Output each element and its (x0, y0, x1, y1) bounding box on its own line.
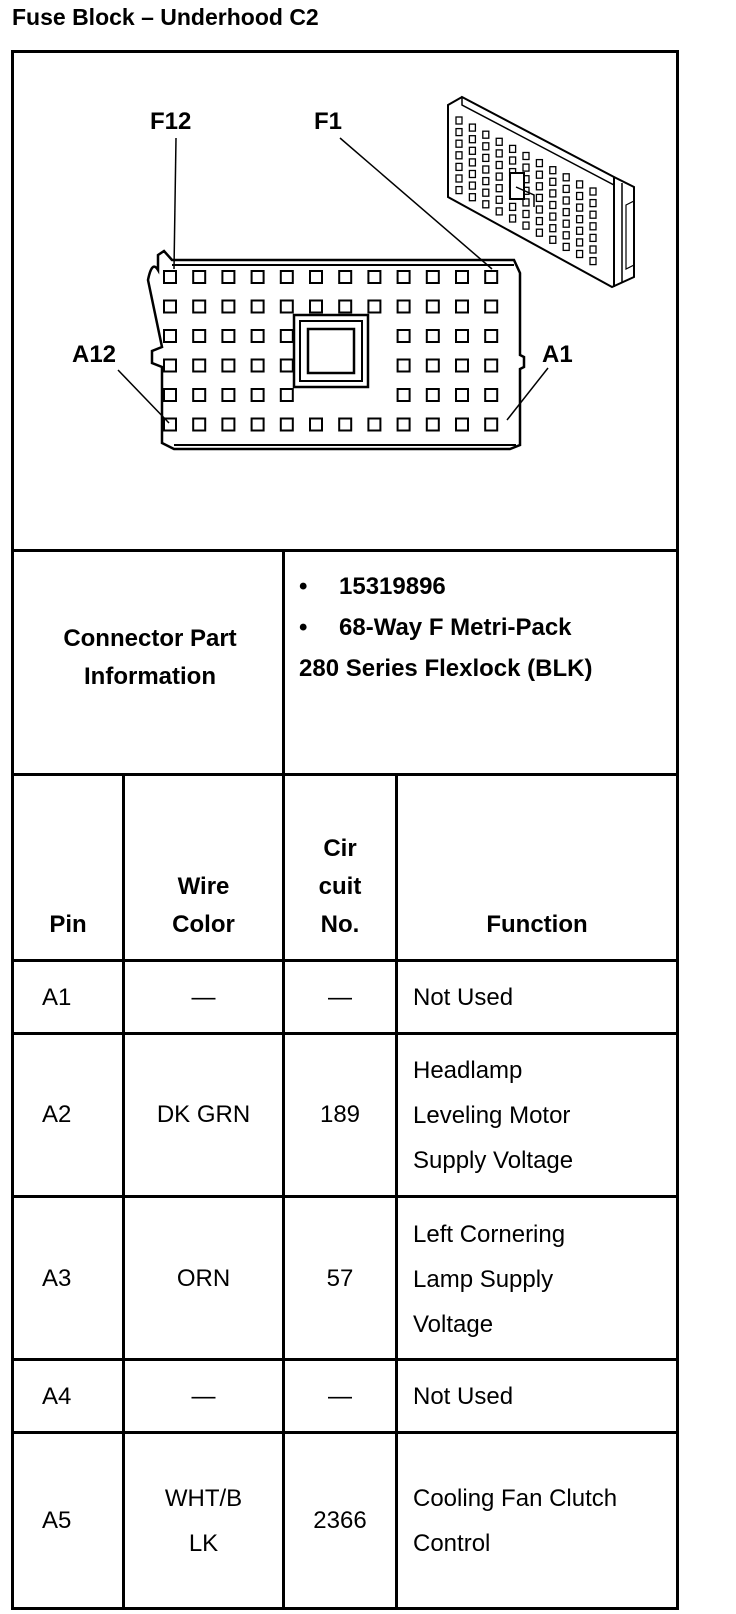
cpi-continuation: 280 Series Flexlock (BLK) (299, 655, 593, 682)
header-circuit-line2: cuit (318, 873, 362, 900)
iso-cavity (563, 232, 569, 239)
terminal-cavity (222, 389, 234, 401)
terminal-cavity (164, 360, 176, 372)
cell-wire-color (125, 1476, 282, 1566)
iso-cavity (536, 171, 542, 178)
iso-cavity (483, 143, 489, 150)
cell-function-line: Headlamp (413, 1057, 523, 1084)
terminal-cavity (310, 301, 322, 313)
iso-cavity (550, 190, 556, 197)
terminal-cavity (252, 271, 264, 283)
divider-diagram (11, 549, 679, 552)
cpi-label-line1: Connector Part (63, 625, 237, 652)
frame-right (676, 50, 679, 1610)
cell-function-line: Lamp Supply (413, 1266, 554, 1293)
terminal-cavity (193, 330, 205, 342)
center-boss-inner (308, 329, 354, 373)
terminal-cavity (456, 301, 468, 313)
label-a12: A12 (72, 341, 117, 368)
terminal-cavity (310, 419, 322, 431)
iso-cavity (590, 246, 596, 253)
iso-cavity (563, 197, 569, 204)
terminal-cavity (222, 301, 234, 313)
terminal-cavity (193, 389, 205, 401)
iso-cavity (456, 163, 462, 170)
terminal-cavity (427, 360, 439, 372)
iso-cavity (590, 200, 596, 207)
terminal-cavity (456, 271, 468, 283)
iso-cavity (550, 236, 556, 243)
cell-wire-color: ORN (176, 1265, 231, 1292)
terminal-cavity (427, 419, 439, 431)
divider-row-a1 (11, 1032, 679, 1035)
cpi-label-line2: Information (84, 663, 216, 690)
iso-cavity (456, 175, 462, 182)
iso-cavity (469, 124, 475, 131)
cpi-connector-type: 68-Way F Metri-Pack (339, 614, 572, 641)
terminal-cavity (398, 360, 410, 372)
terminal-cavity (427, 389, 439, 401)
terminal-cavity (398, 419, 410, 431)
terminal-cavity (485, 271, 497, 283)
iso-cavity (563, 174, 569, 181)
iso-cavity (536, 206, 542, 213)
terminal-cavity (222, 419, 234, 431)
cell-wire-color: DK GRN (156, 1101, 251, 1128)
iso-cavity (496, 173, 502, 180)
cell-function-line: Control (413, 1530, 491, 1557)
terminal-cavity (339, 419, 351, 431)
terminal-cavity (222, 271, 234, 283)
terminal-cavity (193, 419, 205, 431)
iso-cavity (483, 166, 489, 173)
iso-cavity (563, 243, 569, 250)
iso-cavity (536, 160, 542, 167)
iso-cavity (469, 171, 475, 178)
terminal-cavity (456, 360, 468, 372)
iso-cavity (483, 131, 489, 138)
terminal-cavity (252, 389, 264, 401)
iso-cavity (577, 204, 583, 211)
divider-cpi-vertical (282, 549, 285, 1610)
iso-cavity (590, 258, 596, 265)
iso-cavity (577, 251, 583, 258)
cell-circuit: — (328, 1383, 352, 1410)
terminal-cavity (281, 389, 293, 401)
terminal-cavity (281, 271, 293, 283)
terminal-cavity (427, 271, 439, 283)
terminal-cavity (281, 360, 293, 372)
divider-row-a3 (11, 1358, 679, 1361)
iso-cavity (483, 189, 489, 196)
cell-circuit: — (328, 984, 352, 1011)
terminal-cavity (281, 301, 293, 313)
terminal-cavity (339, 271, 351, 283)
terminal-cavity (398, 389, 410, 401)
iso-cavity (577, 227, 583, 234)
divider-col-circuit (395, 773, 398, 1610)
cell-pin: A5 (42, 1507, 72, 1534)
iso-cavity (496, 185, 502, 192)
iso-cavity (483, 178, 489, 185)
cpi-part-number: 15319896 (339, 573, 446, 600)
connector-part-info-list (299, 566, 592, 689)
iso-cavity (577, 216, 583, 223)
connector-part-info-label (14, 620, 286, 696)
iso-cavity (577, 239, 583, 246)
terminal-cavity (485, 301, 497, 313)
iso-cavity (456, 152, 462, 159)
cell-function: Not Used (413, 1383, 514, 1410)
iso-cavity (469, 182, 475, 189)
terminal-cavity (252, 360, 264, 372)
iso-cavity (550, 178, 556, 185)
iso-cavity (456, 187, 462, 194)
cell-pin: A4 (42, 1383, 72, 1410)
iso-cavity (536, 183, 542, 190)
iso-cavity (496, 208, 502, 215)
iso-cavity (523, 164, 529, 171)
cell-function-line: Cooling Fan Clutch (413, 1485, 618, 1512)
iso-cavity (577, 181, 583, 188)
iso-cavity (590, 223, 596, 230)
cell-wire-color: — (191, 984, 216, 1011)
cell-function: Not Used (413, 984, 514, 1011)
iso-cavity (496, 138, 502, 145)
terminal-cavity (164, 271, 176, 283)
terminal-cavity (252, 301, 264, 313)
iso-cavity (510, 203, 516, 210)
terminal-cavity (281, 419, 293, 431)
cpi-item (299, 566, 592, 607)
iso-cavity (536, 218, 542, 225)
frame-bottom (11, 1607, 679, 1610)
terminal-cavity (339, 301, 351, 313)
terminal-cavity (485, 330, 497, 342)
iso-cavity (523, 211, 529, 218)
terminal-cavity (427, 301, 439, 313)
terminal-cavity (193, 360, 205, 372)
iso-cavity (456, 129, 462, 136)
cell-function (413, 1212, 565, 1347)
terminal-cavity (368, 301, 380, 313)
cell-wire-color-line: WHT/B (164, 1485, 243, 1512)
iso-cavity (469, 147, 475, 154)
terminal-cavity (427, 330, 439, 342)
cell-function-line: Voltage (413, 1311, 494, 1338)
terminal-cavity (456, 389, 468, 401)
iso-cavity (456, 117, 462, 124)
iso-cavity (536, 194, 542, 201)
iso-cavity (563, 209, 569, 216)
cpi-item (299, 607, 592, 648)
cell-wire-color-line: LK (188, 1530, 219, 1557)
header-circuit-line3: No. (320, 911, 360, 938)
terminal-cavity (368, 419, 380, 431)
terminal-cavity (456, 330, 468, 342)
terminal-cavity (252, 419, 264, 431)
cell-circuit: 57 (326, 1265, 354, 1292)
terminal-cavity (193, 271, 205, 283)
iso-cavity (510, 145, 516, 152)
header-pin: Pin (49, 911, 87, 938)
page-title: Fuse Block – Underhood C2 (12, 4, 319, 30)
header-function: Function (486, 911, 588, 938)
iso-cavity (550, 167, 556, 174)
cell-circuit: 2366 (313, 1507, 367, 1534)
cell-function-line: Left Cornering (413, 1221, 566, 1248)
iso-cavity (550, 225, 556, 232)
frame-top (12, 50, 676, 53)
terminal-cavity (485, 360, 497, 372)
cell-pin: A2 (42, 1101, 72, 1128)
header-wire-color-line1: Wire (177, 873, 230, 900)
terminal-cavity (193, 301, 205, 313)
terminal-cavity (485, 419, 497, 431)
cell-wire-color: — (191, 1383, 216, 1410)
terminal-cavity (398, 301, 410, 313)
iso-cavity (469, 194, 475, 201)
terminal-cavity (310, 271, 322, 283)
label-f1: F1 (314, 108, 343, 135)
leader-a1 (507, 368, 548, 420)
iso-cavity (523, 222, 529, 229)
cell-function (413, 1048, 573, 1183)
divider-cpi (11, 773, 679, 776)
terminal-cavity (164, 330, 176, 342)
iso-cavity (577, 193, 583, 200)
cell-function-line: Leveling Motor (413, 1102, 571, 1129)
terminal-cavity (368, 271, 380, 283)
iso-cavity (469, 159, 475, 166)
iso-cavity (469, 136, 475, 143)
divider-row-a2 (11, 1195, 679, 1198)
terminal-cavity (252, 330, 264, 342)
terminal-cavity (281, 330, 293, 342)
isometric-connector-view (448, 97, 634, 287)
cell-pin: A3 (42, 1265, 72, 1292)
iso-cavity (483, 201, 489, 208)
bullet-icon: • (299, 573, 308, 600)
terminal-cavity (164, 389, 176, 401)
connector-drawing (14, 55, 672, 545)
cell-circuit: 189 (319, 1101, 361, 1128)
iso-cavity (510, 215, 516, 222)
terminal-cavity (485, 389, 497, 401)
iso-cavity (550, 202, 556, 209)
iso-cavity (496, 150, 502, 157)
terminal-cavity (398, 330, 410, 342)
iso-cavity (496, 162, 502, 169)
cell-pin: A1 (42, 984, 72, 1011)
terminal-cavity (398, 271, 410, 283)
iso-cavity (510, 157, 516, 164)
iso-cavity (590, 188, 596, 195)
iso-cavity (590, 234, 596, 241)
terminal-cavity (164, 301, 176, 313)
label-f12: F12 (150, 108, 192, 135)
terminal-cavity (222, 330, 234, 342)
cell-function-line: Supply Voltage (413, 1147, 574, 1174)
label-a1: A1 (542, 341, 573, 368)
terminal-cavity (456, 419, 468, 431)
divider-header-row (11, 959, 679, 962)
header-circuit-line1: Cir (323, 835, 357, 862)
iso-cavity (523, 153, 529, 160)
bullet-icon: • (299, 614, 308, 641)
header-wire-color-line2: Color (172, 911, 235, 938)
iso-cavity (550, 213, 556, 220)
header-wire-color (125, 868, 282, 944)
iso-cavity (483, 154, 489, 161)
terminal-cavity (222, 360, 234, 372)
connector-diagram (14, 55, 672, 545)
iso-cavity (563, 220, 569, 227)
iso-cavity (456, 140, 462, 147)
divider-row-a4 (11, 1431, 679, 1434)
iso-cavity (536, 229, 542, 236)
leader-f12 (174, 138, 176, 269)
header-circuit (285, 830, 395, 944)
cell-function (413, 1476, 617, 1566)
iso-cavity (496, 196, 502, 203)
iso-cavity (563, 185, 569, 192)
iso-cavity (590, 211, 596, 218)
